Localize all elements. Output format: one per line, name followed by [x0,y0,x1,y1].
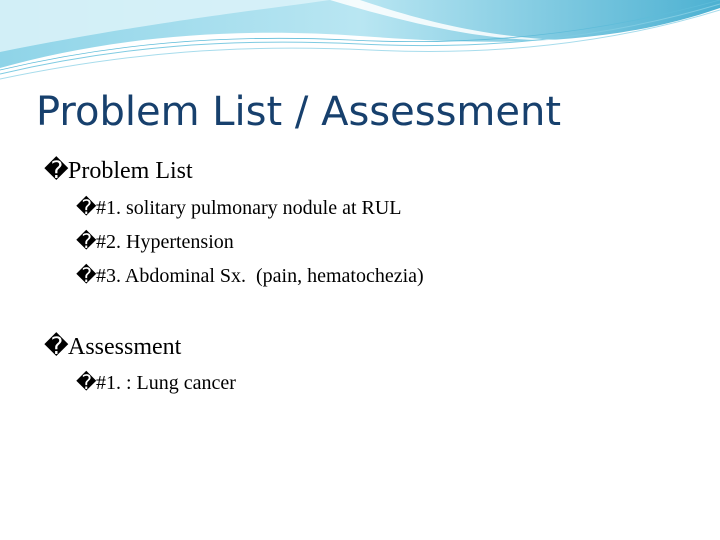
bullet-icon: � [44,158,69,184]
heading-label: Problem List [68,158,193,184]
bullet-icon: � [76,231,97,253]
slide-title: Problem List / Assessment [36,89,562,135]
list-item [76,196,402,220]
list-item-text: #2. Hypertension [96,231,234,253]
section-heading-assessment [44,333,181,361]
header-wave-decoration [0,0,720,90]
bullet-icon: � [76,265,97,287]
list-item [76,264,424,288]
list-item-text: #3. Abdominal Sx. (pain, hematochezia) [96,265,424,287]
heading-label: Assessment [68,334,182,360]
section-heading-problem-list [44,157,193,185]
bullet-icon: � [76,372,97,394]
list-item-text: #1. solitary pulmonary nodule at RUL [96,197,402,219]
list-item [76,371,236,395]
list-item-text: #1. : Lung cancer [96,372,236,394]
bullet-icon: � [76,197,97,219]
bullet-icon: � [44,334,69,360]
list-item [76,230,234,254]
